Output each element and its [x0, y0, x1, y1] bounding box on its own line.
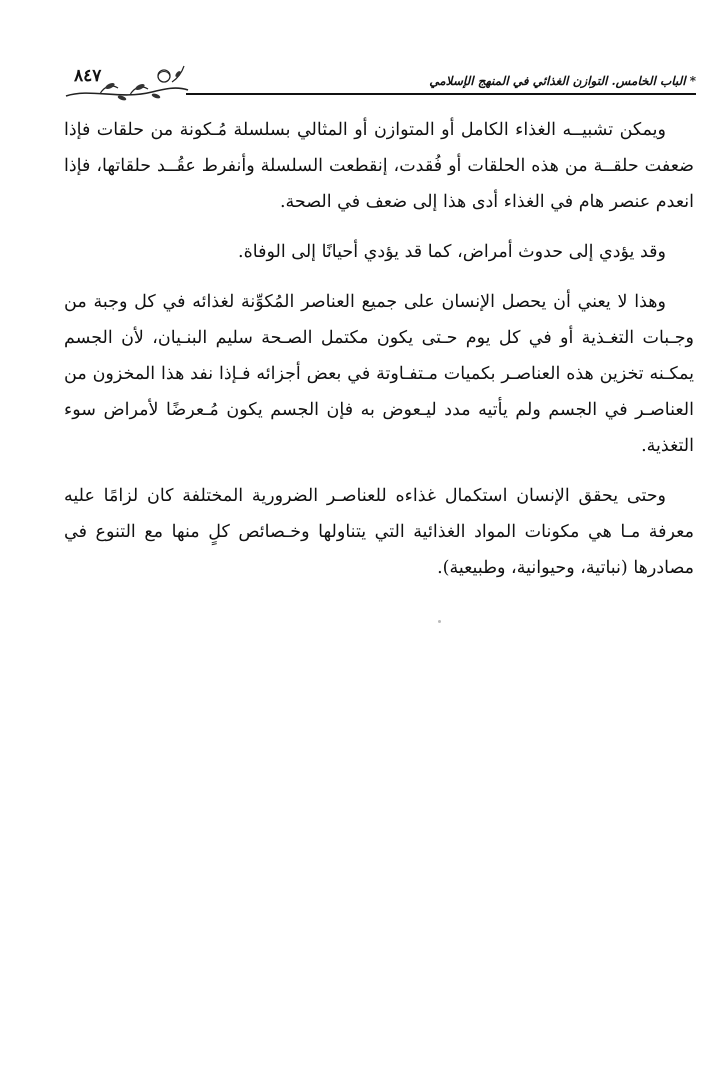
paragraph-2: وقد يؤدي إلى حدوث أمراض، كما قد يؤدي أحيانًا إلى الوفاة. — [238, 242, 666, 262]
body-text — [64, 112, 694, 600]
header-rule — [186, 93, 696, 95]
paragraph-3: وهذا لا يعني أن يحصل الإنسان على جميع العناصر المُكوِّنة لغذائه في كل وجبة من وجـبات التغـذية أو في كل يوم حـتى يكون مكتمل الصـحة سليم البنـيان، لأن الجسم يمكـنه تخزين هذه العناصـر بكميات مـتفـاوتة في بعض أجزائه فـإذا نفد هذا المخزون من العناصـر في الجسم ولم يأتيه مدد ليـعوض به فإن الجسم يكون مُـعرضًا لأمراض سوء التغذية. — [64, 292, 694, 456]
scan-speck — [438, 620, 441, 623]
paragraph-1: ويمكن تشبيــه الغذاء الكامل أو المتوازن أو المثالي بسلسلة مُـكونة من حلقات فإذا ضعفت حلقــة من هذه الحلقات أو فُقدت، إنقطعت السلسلة وأنفرط عقُــد حلقاتها، فإذا انعدم عنصر هام في الغذاء أدى هذا إلى ضعف في الصحة. — [64, 120, 694, 212]
page-header — [60, 62, 696, 102]
paragraph-4: وحتى يحقق الإنسان استكمال غذاءه للعناصـر الضرورية المختلفة كان لزامًا عليه معرفة مـا هي مكونات المواد الغذائية التي يتناولها وخـصائص كلٍ منها مع التنوع في مصادرها (نباتية، وحيوانية، وطبيعية). — [64, 486, 694, 578]
page-number: ٨٤٧ — [74, 66, 102, 86]
running-head: * الباب الخامس. التوازن الغذائي في المنهج الإسلامي — [429, 74, 696, 88]
